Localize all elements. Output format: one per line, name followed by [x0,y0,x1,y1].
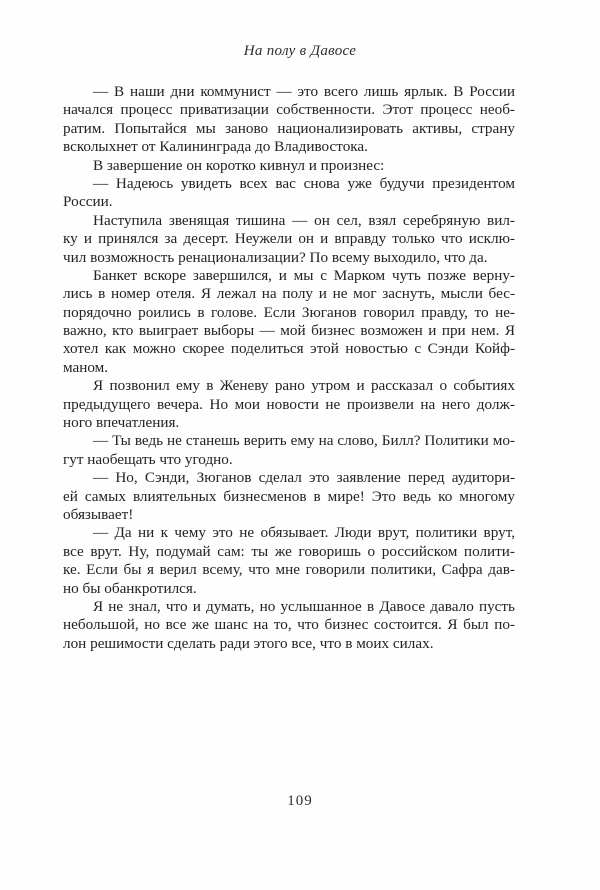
text-line: — В наши дни коммунист — это всего лишь ярлык. В России [93,83,515,100]
text-line: хотел как можно скорее поделиться этой новостью с Сэнди Койф- [63,340,515,358]
text-line: начался процесс приватизации собственности. Этот процесс необ- [63,101,515,119]
text-line: В завершение он коротко кивнул и произнес: [93,156,385,174]
text-line: важно, кто выиграет выборы — мой бизнес возможен и при нем. Я [63,322,515,340]
text-line: — Ты ведь не станешь верить ему на слово, Билл? Политики мо- [93,432,515,450]
text-line: — Но, Сэнди, Зюганов сделал это заявление перед аудитори- [93,469,515,487]
text-line: — Да ни к чему это не обязывает. Люди врут, политики врут, [93,524,515,542]
text-line: лись в номер отеля. Я лежал на полу и не мог заснуть, мысли бес- [63,285,515,303]
text-line: все врут. Ну, подумай сам: ты же говоришь о российском полити- [63,542,515,560]
text-line: но бы обанкротился. [63,579,197,597]
text-line: лон решимости сделать ради этого все, что в моих силах. [63,634,434,652]
text-line: маном. [63,358,109,376]
text-line: России. [63,193,113,211]
page-number: 109 [287,793,313,809]
text-line: порядочно роились в голове. Если Зюганов говорил правду, то не- [63,303,515,321]
text-line: Я позвонил ему в Женеву рано утром и рассказал о событиях [93,377,515,395]
text-line: Я не знал, что и думать, но услышанное в Давосе давало пусть [93,597,515,615]
text-line: гут наобещать что угодно. [63,450,233,468]
text-block [63,83,515,653]
text-line: Банкет вскоре завершился, и мы с Марком чуть позже верну- [93,266,515,284]
text-line: предыдущего вечера. Но мои новости не произвели на него долж- [63,395,515,413]
text-line: — Надеюсь увидеть всех вас снова уже будучи президентом [93,174,515,192]
text-line: ного впечатления. [63,414,180,432]
text-line: Наступила звенящая тишина — он сел, взял серебряную вил- [93,211,515,229]
running-header: На полу в Давосе [243,43,357,59]
text-line: всколыхнет от Калининграда до Владивостока. [63,138,368,156]
text-line: небольшой, но все же шанс на то, что бизнес состоится. Я был по- [63,616,515,634]
text-line: чил возможность ренационализации? По всему выходило, что да. [63,248,488,266]
text-line: ке. Если бы я верил всему, что мне говорили политики, Сафра дав- [63,561,515,579]
text-line: обязывает! [63,505,134,523]
text-line: ратим. Попытайся мы заново национализировать активы, страну [63,119,515,137]
text-line: ей самых влиятельных бизнесменов в мире! Это ведь ко многому [63,487,515,505]
text-line: ку и принялся за десерт. Неужели он и вправду только что исклю- [63,230,515,248]
